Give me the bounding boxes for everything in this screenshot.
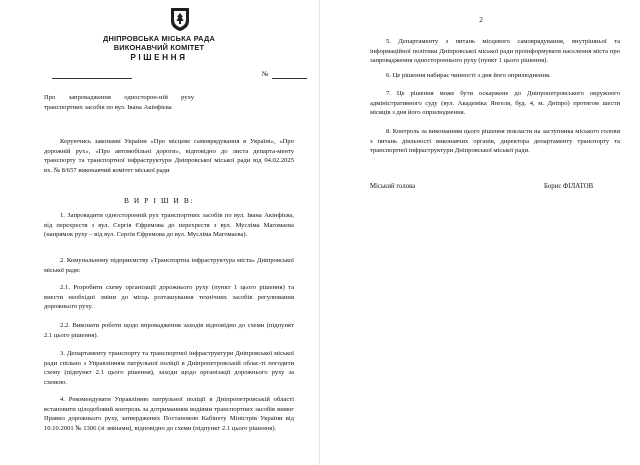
page-number: 2	[479, 16, 483, 24]
item-4: 4. Рекомендувати Управлінню патрульної поліції в Дніпропетровській області встановити цілодобовий контроль за дотриманням водіями транспортних засобів вимог Правил дорожнього руху, затверджених Постановою Кабінету Міністрів України від 10.10.2001 № 1306 (зі змінами), відповідно до схеми (підпункт 2.1 цього рішення).	[44, 396, 294, 432]
signature-name: Борис ФІЛАТОВ	[544, 183, 594, 190]
item-2-1: 2.1. Розробити схему організації дорожнього руху (пункт 1 цього рішення) та внести необхідні зміни до місць розташування технічних засобів регулювання дорожнього руху.	[44, 284, 294, 311]
item-5: 5. Департаменту з питань місцевого самоврядування, внутрішньої та інформаційної політики Дніпровської міської ради проінформувати населення міста про запровадження одностороннього руху (пункт 1 цього рішення).	[370, 38, 620, 65]
document-page-2	[322, 0, 640, 465]
document-page-1	[0, 0, 318, 465]
page-divider	[319, 0, 320, 465]
council-name: ДНІПРОВСЬКА МІСЬКА РАДА	[102, 34, 215, 43]
preamble: Керуючись законами України «Про місцеве самоврядування в Україні», «Про дорожній рух», «Про автомобільні дороги», відповідно до листа департа-менту транспорту та транспортної інфраструктури Дніпровської міської ради від 04.02.2025 вх. № 8/657 виконавчий комітет міської ради	[44, 138, 294, 174]
item-8: 8. Контроль за виконанням цього рішення покласти на заступника міського голови з питань діяльності виконавчих органів, директора департаменту транспорту та транспортної інфраструктури Дніпровської міської ради.	[370, 128, 620, 155]
item-1: 1. Запровадити односторонній рух транспортних засобів по вул. Івана Акінфієва, від перехрестя з вул. Сергія Єфремова до перехрестя з вул. Мусліма Магомаєва (напрямок руху – від вул. Сергія Єфремова до вул. Мусліма Магомаєва).	[44, 212, 294, 239]
subject: Про запровадження односторон-ній руху транспортних засобів по вул. Івана Акінфієва	[44, 94, 194, 111]
signature-title: Міський голова	[370, 183, 416, 190]
item-3: 3. Департаменту транспорту та транспортної інфраструктури Дніпровської міської ради спільно з Управлінням патрульної поліції в Дніпропетровській облас-ті погодити схему (підпункт 2.1 цього рішення), заходи щодо організації дорожнього руху за схемою.	[44, 350, 294, 386]
item-7: 7. Це рішення може бути оскаржене до Дніпропетровського окружного адміністративного суду (вул. Академіка Янгеля, буд. 4, м. Дніпро) протягом шести місяців з дня його оприлюднення.	[370, 90, 620, 117]
coat-of-arms-icon	[170, 6, 190, 32]
number-line	[272, 78, 307, 79]
item-2: 2. Комунальному підприємству «Транспортна інфраструктура міста» Дніпровської міської ради:	[44, 257, 294, 274]
item-2-2: 2.2. Виконати роботи щодо впровадження заходів відповідно до схеми (підпункт 2.1 цього рішення).	[44, 322, 294, 339]
number-label: №	[262, 71, 269, 78]
date-line	[52, 78, 132, 79]
item-6: 6. Це рішення набирає чинності з дня його оприлюднення.	[386, 72, 551, 79]
committee-name: ВИКОНАВЧИЙ КОМІТЕТ	[113, 43, 205, 52]
resolves-heading: В И Р І Ш И В:	[123, 196, 195, 205]
document-type: РІШЕННЯ	[130, 53, 188, 62]
